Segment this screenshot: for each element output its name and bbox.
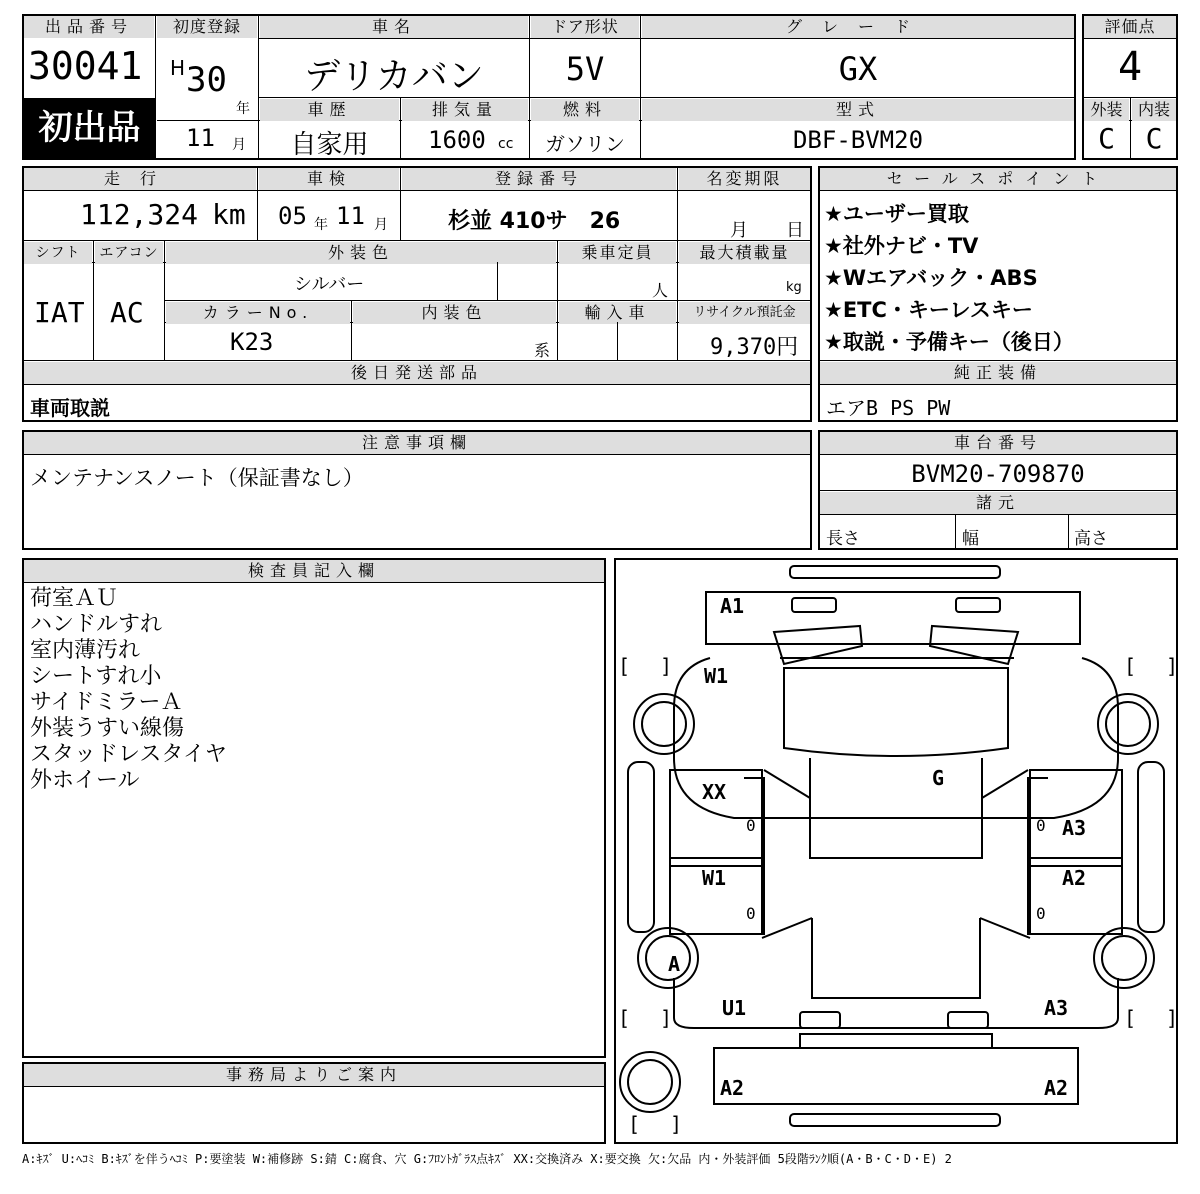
shift-label: シフト: [24, 242, 92, 264]
sales-point-item: ★ユーザー買取: [824, 202, 969, 226]
damage-mark: A2: [720, 1076, 745, 1100]
model-code: DBF-BVM20: [792, 126, 924, 154]
car-name-label: 車名: [260, 16, 528, 38]
shift-value: IAT: [34, 296, 85, 329]
bracket-mark: [: [1124, 1006, 1137, 1030]
mileage-label: 走行: [24, 168, 256, 190]
car-name: デリカバン: [304, 56, 484, 97]
inspector-line: 外ホイール: [30, 768, 140, 793]
exterior-label: 外装: [1084, 99, 1129, 121]
spec-length: 長さ: [826, 529, 860, 549]
grade-label: グレード: [642, 16, 1074, 38]
recycle-label: リサイクル預託金: [679, 302, 810, 324]
notes-value: メンテナンスノート（保証書なし）: [30, 466, 364, 490]
inspection-month-unit: 月: [374, 217, 388, 233]
sales-points-label: セールスポイント: [820, 168, 1176, 190]
displacement: 1600: [428, 126, 486, 154]
inspector-label: 検査員記入欄: [24, 560, 604, 582]
damage-mark: A2: [1044, 1076, 1069, 1100]
damage-mark: G: [932, 766, 945, 790]
first-reg-month: 11: [186, 124, 215, 152]
score-label: 評価点: [1084, 16, 1176, 38]
inspection-year: 05: [278, 202, 307, 230]
damage-mark: A3: [1044, 996, 1069, 1020]
exterior-grade: C: [1098, 122, 1115, 155]
inspector-line: ハンドルすれ: [30, 612, 163, 637]
damage-mark: XX: [702, 780, 727, 804]
door-label: ドア形状: [531, 16, 639, 38]
capacity-unit: 人: [652, 281, 669, 300]
int-color-label: 内装色: [353, 302, 556, 324]
damage-mark: A1: [720, 594, 745, 618]
ext-color: シルバー: [294, 274, 365, 295]
max-load-label: 最大積載量: [679, 242, 810, 264]
sales-point-item: ★社外ナビ・TV: [824, 234, 979, 258]
int-color-unit: 系: [534, 341, 551, 360]
damage-mark: A2: [1062, 866, 1087, 890]
mileage-unit: km: [212, 198, 246, 231]
fuel-label: 燃料: [531, 99, 639, 121]
inspector-line: スタッドレスタイヤ: [30, 742, 227, 767]
history-label: 車歴: [260, 99, 399, 121]
model-label: 型式: [642, 99, 1074, 121]
bracket-mark: [: [618, 1006, 631, 1030]
damage-mark: A3: [1062, 816, 1087, 840]
year-unit: 年: [236, 101, 250, 117]
name-change-month: 月: [730, 220, 748, 241]
mileage: 112,324: [80, 198, 199, 231]
inspector-line: 荷室ＡＵ: [30, 586, 119, 611]
damage-mark: 0: [746, 816, 756, 835]
office-label: 事務局よりご案内: [24, 1064, 604, 1086]
damage-mark: A: [668, 952, 681, 976]
registration-number: 杉並 410サ 26: [448, 209, 621, 234]
bracket-mark: ]: [670, 1112, 683, 1136]
later-parts-label: 後日発送部品: [24, 362, 810, 384]
lot-number-label: 出品番号: [24, 16, 154, 38]
inspection-month: 11: [336, 202, 365, 230]
score-value: 4: [1117, 44, 1143, 90]
inspector-line: サイドミラーＡ: [30, 690, 183, 715]
bracket-mark: [: [628, 1112, 641, 1136]
inspector-line: シートすれ小: [30, 664, 162, 689]
legend-text: A:ｷｽﾞ U:ﾍｺﾐ B:ｷｽﾞを伴うﾍｺﾐ P:要塗装 W:補修跡 S:錆 C:腐食、穴 G:ﾌﾛﾝﾄｶﾞﾗｽ点ｷｽﾞ XX:交換済み X:要交換 欠:欠品 内・外装評価 5段階ﾗﾝｸ順(A・B・C・D・E) 2: [22, 1152, 952, 1166]
damage-mark: 0: [746, 904, 756, 923]
sales-point-item: ★ETC・キーレスキー: [824, 298, 1033, 322]
grade: GX: [838, 50, 878, 88]
bracket-mark: ]: [1166, 654, 1179, 678]
genuine-equipment-value: エアB PS PW: [826, 396, 951, 420]
ext-color-label: 外装色: [166, 242, 556, 264]
first-reg-era: H: [170, 56, 186, 80]
interior-label: 内装: [1132, 99, 1176, 121]
displacement-unit: cc: [498, 136, 514, 152]
damage-mark: W1: [704, 664, 729, 688]
first-reg-year: 30: [186, 60, 227, 100]
color-no-label: カラーNo.: [166, 302, 350, 324]
inspector-notes: [30, 586, 227, 794]
capacity-label: 乗車定員: [559, 242, 676, 264]
ac-value: AC: [110, 296, 144, 329]
registration-label: 登録番号: [402, 168, 676, 190]
door-type: 5V: [565, 50, 605, 88]
bracket-mark: ]: [660, 654, 673, 678]
bracket-mark: [: [618, 654, 631, 678]
chassis-label: 車台番号: [820, 432, 1176, 454]
lot-number: 30041: [28, 44, 143, 88]
later-parts-value: 車両取説: [30, 396, 110, 420]
genuine-equipment-label: 純正装備: [820, 362, 1176, 384]
history: 自家用: [290, 130, 369, 160]
sales-point-item: ★取説・予備キー（後日）: [824, 330, 1074, 354]
bracket-mark: ]: [1166, 1006, 1179, 1030]
inspector-line: 外装うすい線傷: [30, 716, 185, 741]
notes-label: 注意事項欄: [24, 432, 810, 454]
inspector-line: 室内薄汚れ: [30, 638, 141, 663]
displacement-label: 排気量: [402, 99, 528, 121]
recycle-fee: 9,370円: [710, 335, 799, 360]
max-load-unit: kg: [786, 280, 802, 295]
inspection-label: 車検: [259, 168, 399, 190]
damage-mark: W1: [702, 866, 727, 890]
specs-label: 諸元: [820, 492, 1176, 514]
bracket-mark: [: [1124, 654, 1137, 678]
month-unit: 月: [232, 137, 246, 153]
chassis-number: BVM20-709870: [911, 460, 1085, 488]
name-change-day: 日: [786, 220, 804, 241]
damage-mark: 0: [1036, 904, 1046, 923]
interior-grade: C: [1145, 122, 1163, 155]
spec-width: 幅: [962, 529, 979, 549]
name-change-label: 名変期限: [679, 168, 810, 190]
color-no: K23: [230, 328, 274, 356]
ac-label: エアコン: [95, 242, 163, 264]
inspection-year-unit: 年: [314, 217, 328, 233]
import-label: 輸入車: [559, 302, 676, 324]
sales-point-item: ★Wエアバック・ABS: [824, 266, 1038, 290]
spec-height: 高さ: [1074, 529, 1108, 549]
damage-mark: U1: [722, 996, 747, 1020]
bracket-mark: ]: [660, 1006, 673, 1030]
first-reg-label: 初度登録: [157, 16, 257, 38]
fuel: ガソリン: [545, 132, 625, 156]
car-diagram: [614, 558, 1178, 1144]
first-listing-badge: 初出品: [24, 98, 155, 158]
damage-mark: 0: [1036, 816, 1046, 835]
